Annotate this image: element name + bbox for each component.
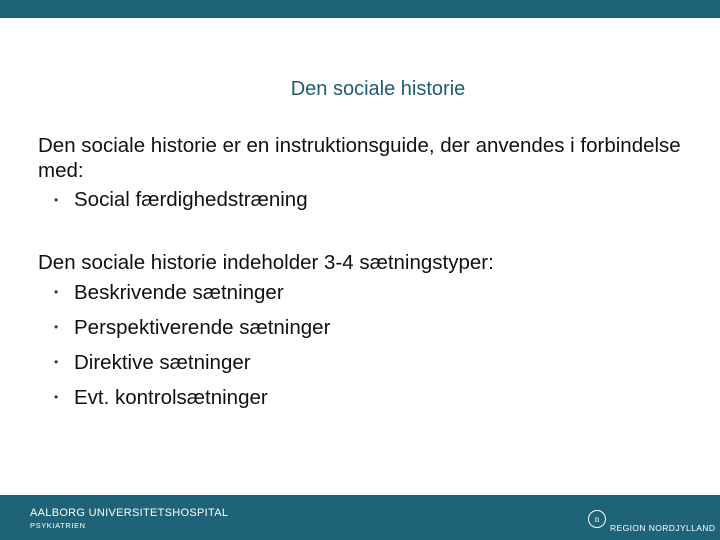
region-logo-icon: n bbox=[588, 510, 606, 528]
bullet-icon: • bbox=[54, 390, 59, 404]
list-item bbox=[38, 345, 698, 380]
list-item-label: Perspektiverende sætninger bbox=[74, 316, 331, 339]
list-item bbox=[38, 380, 698, 415]
hospital-name: AALBORG UNIVERSITETSHOSPITAL bbox=[30, 507, 229, 519]
footer-hospital-block bbox=[30, 507, 228, 531]
slide-title: Den sociale historie bbox=[290, 78, 466, 100]
intro-list bbox=[38, 183, 698, 217]
list-item bbox=[38, 183, 698, 217]
list-item-label: Evt. kontrolsætninger bbox=[74, 386, 268, 409]
bullet-icon: • bbox=[54, 320, 59, 334]
slide-body bbox=[38, 133, 698, 415]
content-paragraph: Den sociale historie indeholder 3-4 sætningstyper: bbox=[38, 251, 494, 274]
bullet-icon: • bbox=[54, 285, 59, 299]
content-list bbox=[38, 275, 698, 415]
list-item bbox=[38, 275, 698, 310]
department-name: PSYKIATRIEN bbox=[30, 521, 86, 530]
intro-paragraph: Den sociale historie er en instruktionsguide, der anvendes i forbindelse med: bbox=[38, 134, 681, 182]
bullet-icon: • bbox=[54, 355, 59, 369]
list-item-label: Direktive sætninger bbox=[74, 351, 251, 374]
list-item-label: Beskrivende sætninger bbox=[74, 281, 284, 304]
bullet-icon: • bbox=[54, 193, 59, 207]
list-item-label: Social færdighedstræning bbox=[74, 188, 308, 211]
footer-bar bbox=[0, 495, 720, 540]
top-bar bbox=[0, 0, 720, 18]
region-block bbox=[588, 505, 715, 533]
list-item bbox=[38, 310, 698, 345]
region-name: REGION NORDJYLLAND bbox=[610, 523, 716, 533]
